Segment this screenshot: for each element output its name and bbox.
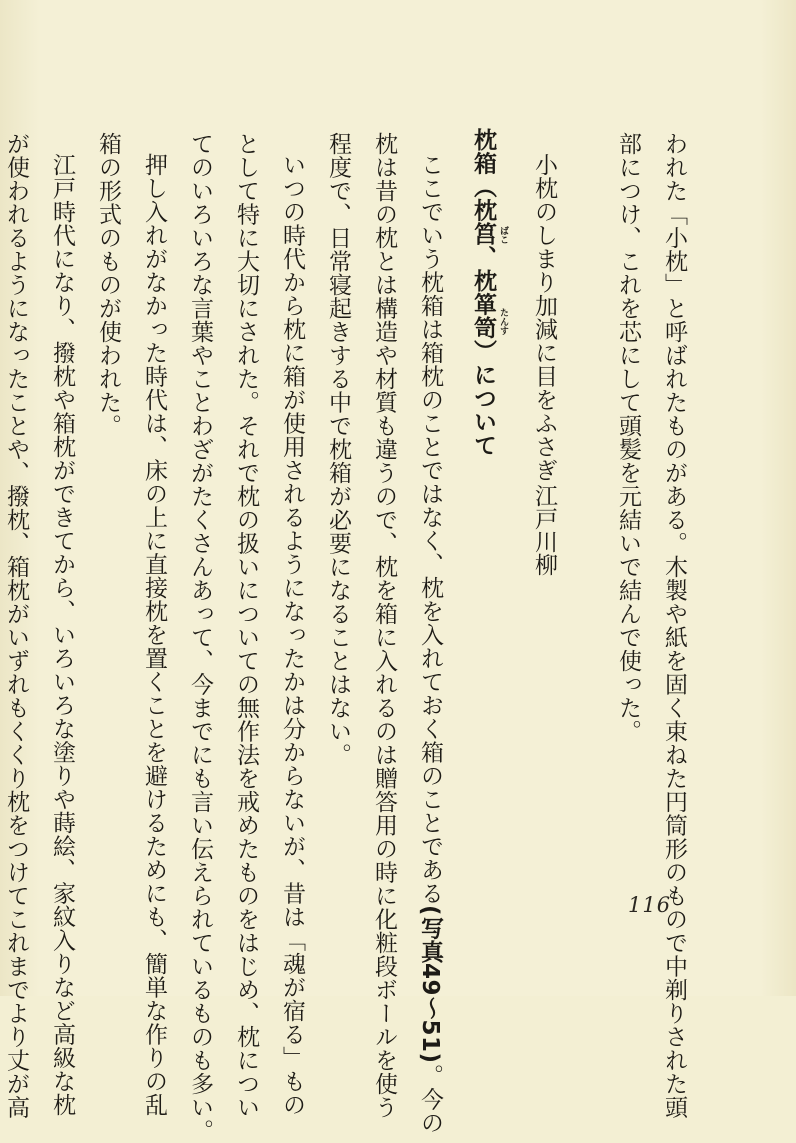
- text-line: てのいろいろな言葉やことわざがたくさんあって、今までにも言い伝えられているものも多い。: [187, 132, 213, 1143]
- section-heading: [470, 128, 508, 457]
- text-line: 押し入れがなかった時代は、床の上に直接枕を置くことを避けるためにも、簡単な作りの乱: [141, 153, 167, 1117]
- text-line: 枕は昔の枕とは構造や材質も違うので、枕を箱に入れるのは贈答用の時に化粧段ボールを使う: [371, 132, 397, 1119]
- text-line: われた「小枕」と呼ばれたものがある。木製や紙を固く束ねた円筒形のもので中剃りされた頭: [661, 132, 687, 1119]
- text-line: いつの時代から枕に箱が使用されるようになったかは分からないが、昔は「魂が宿る」もの: [279, 153, 305, 1117]
- bleed-through-text: [708, 70, 726, 75]
- text-line: 江戸時代になり、撥枕や箱枕ができてから、いろいろな塗りや蒔絵、家紋入りなど高級な枕: [49, 153, 75, 1117]
- heading-part: 枕箱（枕筥: [470, 128, 496, 246]
- text-line: 程度で、日常寝起きする中で枕箱が必要になることはない。: [325, 132, 351, 767]
- ruby-text: たんす: [498, 307, 508, 335]
- text-line: 箱の形式のものが使われた。: [95, 132, 121, 438]
- text-line: [418, 153, 441, 1134]
- text-line: 部につけ、これを芯にして頭髪を元結いで結んで使った。: [615, 132, 641, 743]
- heading-part: ）について: [470, 339, 496, 457]
- text-span: ここでいう枕箱は箱枕のことではなく、枕を入れておく箱のことである: [417, 153, 443, 905]
- heading-part: 、枕箪笥: [470, 245, 496, 340]
- photo-reference: (写真49～51): [417, 905, 443, 1064]
- text-line: として特に大切にされた。それで枕の扱いについての無作法を戒めたものをはじめ、枕につい: [233, 132, 259, 1119]
- text-line: が使われるようになったことや、撥枕、箱枕がいずれもくくり枕をつけてこれまでより丈が高: [3, 132, 29, 1119]
- page-number: 116: [628, 893, 672, 917]
- text-span: 。今の: [417, 1063, 443, 1135]
- ruby-text: ばこ: [498, 225, 508, 244]
- haiku-author: 江戸川柳: [531, 484, 557, 576]
- haiku: 小枕のしまり加減に目をふさぎ: [531, 153, 557, 482]
